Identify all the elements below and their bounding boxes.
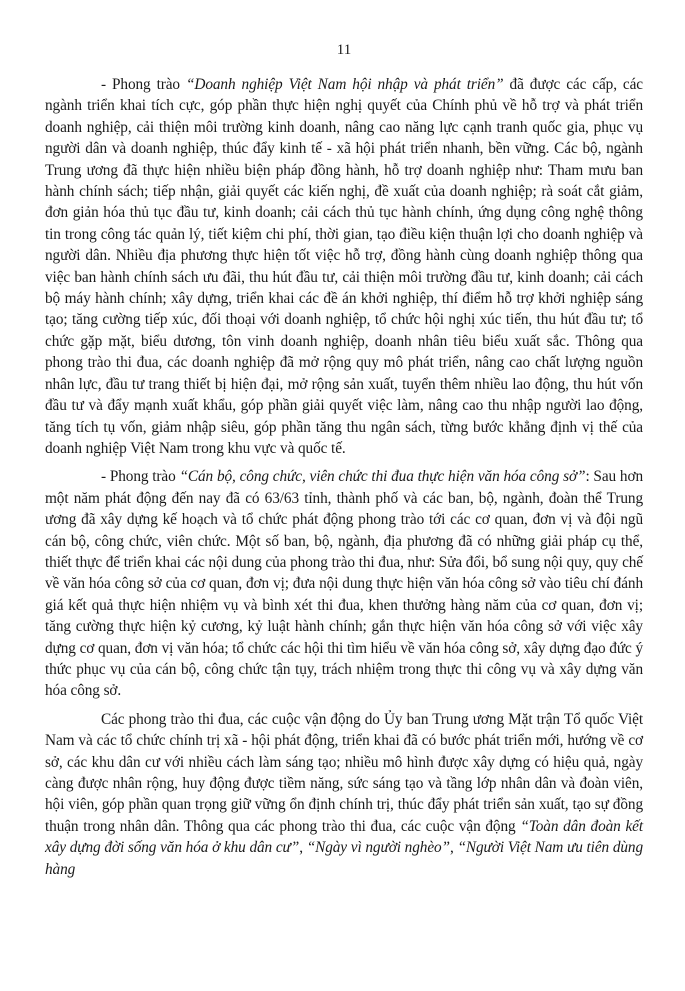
paragraph-front-movements (45, 709, 643, 880)
separator: , (449, 839, 458, 857)
paragraph-business-movement (45, 74, 643, 459)
movement-title: “Cán bộ, công chức, viên chức thi đua thực hiện văn hóa công sở” (179, 468, 586, 486)
page-number: 11 (336, 42, 352, 58)
campaign-title: “Toàn dân đoàn kết xây dựng đời sống văn hóa ở khu dân cư” (45, 817, 643, 857)
paragraph-body: Các phong trào thi đua, các cuộc vận động do Ủy ban Trung ương Mặt trận Tổ quốc Việt Nam và các tổ chức chính trị xã - hội phát động, triển khai đã có bước phát triển mới, hướng về cơ sở, các khu dân cư với nhiều cách làm sáng tạo; nhiều mô hình được xây dựng có hiệu quả, ngày càng được nhân rộng, huy động được tiềm năng, sức sáng tạo và tầng lớp nhân dân và đoàn viên, hội viên, góp phần quan trọng giữ vững ổn định chính trị, thúc đẩy phát triển sản xuất, tạo sự đồng thuận trong nhân dân. Thông qua các phong trào thi đua, các cuộc vận động (45, 710, 643, 835)
paragraph-office-culture-movement (45, 466, 643, 701)
campaign-title: “Ngày vì người nghèo” (306, 839, 450, 857)
paragraph-body: : Sau hơn một năm phát động đến nay đã có 63/63 tỉnh, thành phố và các ban, bộ, ngành, đoàn thể Trung ương đã xây dựng kế hoạch và tổ chức phát động phong trào tới các cơ quan, đơn vị và đội ngũ cán bộ, công chức, viên chức. Một số ban, bộ, ngành, địa phương đã có những giải pháp cụ thể, thiết thực để triển khai các nội dung của phong trào thi đua, như: Sửa đổi, bổ sung nội quy, quy chế về văn hóa công sở của cơ quan, đơn vị; đưa nội dung thực hiện văn hóa công sở vào tiêu chí đánh giá kết quả thực hiện nhiệm vụ và bình xét thi đua, khen thưởng hàng năm của cơ quan, đơn vị; tăng cường thực hiện kỷ cương, kỷ luật hành chính; gắn thực hiện văn hóa công sở với việc xây dựng cơ quan, đơn vị văn hóa; tổ chức các hội thi tìm hiểu về văn hóa công sở, xây dựng đạo đức ý thức phục vụ của cán bộ, công chức tận tụy, trách nhiệm trong thực thi công vụ và xây dựng văn hóa công sở. (45, 468, 643, 700)
paragraph-prefix: - Phong trào (101, 468, 180, 486)
paragraph-body: đã được các cấp, các ngành triển khai tích cực, góp phần thực hiện nghị quyết của Chính phủ về hỗ trợ và phát triển doanh nghiệp, cải thiện môi trường kinh doanh, nâng cao năng lực cạnh tranh quốc gia, phục vụ người dân và doanh nghiệp, thúc đẩy kinh tế - xã hội phát triển nhanh, bền vững. Các bộ, ngành Trung ương đã thực hiện nhiều biện pháp đồng hành, hỗ trợ doanh nghiệp như: Tham mưu ban hành chính sách; tiếp nhận, giải quyết các kiến nghị, đề xuất của doanh nghiệp; rà soát cắt giảm, đơn giản hóa thủ tục đầu tư, kinh doanh; cải cách thủ tục hành chính, ứng dụng công nghệ thông tin trong công tác quản lý, tiết kiệm chi phí, thời gian, tạo điều kiện thuận lợi cho doanh nghiệp và người dân. Nhiều địa phương thực hiện tốt việc hỗ trợ, đồng hành cùng doanh nghiệp thông qua việc ban hành chính sách ưu đãi, thu hút đầu tư, cải thiện môi trường đầu tư, kinh doanh; cải cách bộ máy hành chính; xây dựng, triển khai các đề án khởi nghiệp, thí điểm hỗ trợ khởi nghiệp sáng tạo; tăng cường tiếp xúc, đối thoại với doanh nghiệp, tổ chức hội nghị xúc tiến, thu hút đầu tư; tổ chức gặp mặt, biểu dương, tôn vinh doanh nghiệp, doanh nhân tiêu biểu xuất sắc. Thông qua phong trào thi đua, các doanh nghiệp đã mở rộng quy mô phát triển, nâng cao chất lượng nguồn nhân lực, đầu tư trang thiết bị hiện đại, mở rộng sản xuất, tuyển thêm nhiều lao động, thu hút vốn đầu tư và đẩy mạnh xuất khẩu, góp phần giải quyết việc làm, nâng cao thu nhập người lao động, tăng tích tụ vốn, giảm nhập siêu, góp phần tăng thu ngân sách, từng bước khẳng định vị thế của doanh nghiệp Việt Nam trong khu vực và quốc tế. (45, 76, 643, 457)
campaign-title: “Người Việt Nam ưu tiên dùng hàng (45, 839, 644, 878)
paragraph-prefix: - Phong trào (101, 76, 186, 93)
separator: , (299, 839, 307, 857)
movement-title: “Doanh nghiệp Việt Nam hội nhập và phát triển” (185, 76, 504, 93)
